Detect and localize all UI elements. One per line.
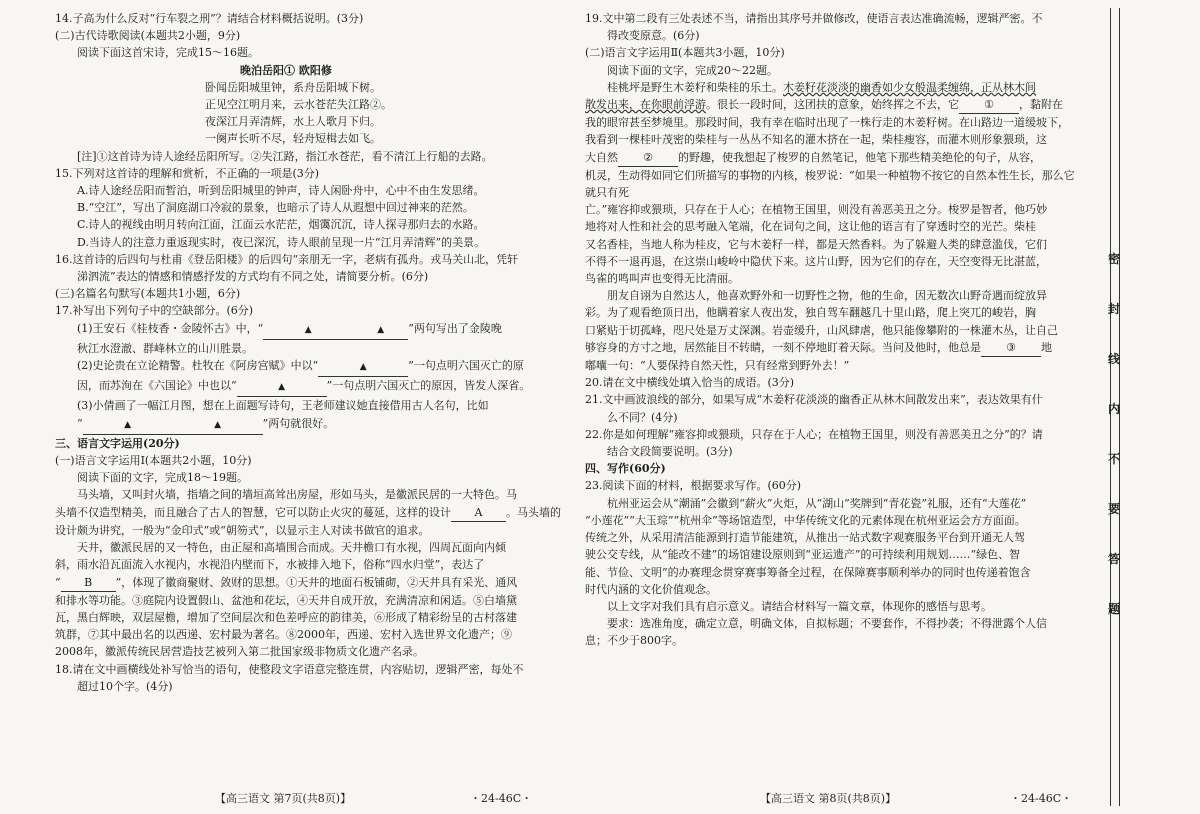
passage-line: 地将对人性和社会的思考融入笔端，化在词句之间，这让他的语言有了穿透时空的光芒。柴桂 <box>585 220 1036 234</box>
material-line: 能、节俭、文明”的办赛理念贯穿赛事筹备全过程，在保障赛事顺利举办的同时也传递着饱含 <box>585 565 1031 579</box>
material-line: 驶公交专线，从“能改不建”的场馆建设原则到“亚运遗产”的可持续利用规划……“绿色、智 <box>585 548 1021 562</box>
section-ancient-poetry: (二)古代诗歌阅读(本题共2小题，9分) <box>55 29 241 43</box>
passage-line: 口紧贴于切孤峰，咫尺处是万丈深渊。岩壶缓升，山风肆虐，他只能像攀附的一株灌木丛，让自己 <box>585 323 1058 337</box>
poem-line: 一阕声长听不尽，轻舟短楫去如飞。 <box>205 132 381 146</box>
question-20: 20.请在文中横线处填入恰当的成语。(3分) <box>585 376 795 390</box>
answer-blank[interactable]: ▲ <box>263 320 353 340</box>
wavy-underline-text: 散发出来，在你眼前浮游 <box>585 98 706 112</box>
right-page <box>585 10 1080 650</box>
passage-line: 瓦，黑白辉映，双层屋檐，增加了空间层次和色差呼应的韵律美，⑥形成了精彩纷呈的古村落建 <box>55 610 517 624</box>
blank-a[interactable]: A <box>451 504 506 522</box>
page-8-code: ・24-46C・ <box>1010 792 1073 805</box>
passage-line: 朋友自诩为自然达人，他喜欢野外和一切野性之物，他的生命，因无数次山野奇遇而绽放异 <box>607 289 1047 303</box>
page-7-code: ・24-46C・ <box>470 792 533 805</box>
passage-line: 桂桃坪是野生木姜籽和柴桂的乐土。木姜籽花淡淡的幽香如少女般温柔缠绵，正从林木间 <box>607 80 1036 94</box>
passage-line: 筑群，⑦其中最出名的以西递、宏村最为著名。⑧2000年，西递、宏村入选世界文化遗产；⑨ <box>55 628 512 642</box>
blank-3[interactable]: ③ <box>981 339 1041 357</box>
reading-intro: 阅读下面的文字，完成18～19题。 <box>77 471 248 485</box>
passage-line: 头墙不仅造型精美，而且融合了古人的智慧，它可以防止火灾的蔓延，这样的设计 A 。马头墙的 <box>55 504 565 522</box>
page-8-footer: 【高三语文 第8页(共8页)】 <box>760 792 897 805</box>
writing-prompt: 以上文字对我们具有启示意义。请结合材料写一篇文章，体现你的感悟与思考。 <box>607 599 992 613</box>
section-dictation: (三)名篇名句默写(本题共1小题，6分) <box>55 287 241 301</box>
question-19: 19.文中第二段有三处表述不当，请指出其序号并做修改，使语言表达准确流畅，逻辑严密。不 <box>585 12 1043 25</box>
question-21: 21.文中画波浪线的部分，如果写成“木姜籽花淡淡的幽香正从林木间散发出来”，表达效果有什 <box>585 393 1043 407</box>
blank-b[interactable]: B <box>61 574 116 592</box>
passage-line: 又名香桂，当地人称为桂皮，它与木姜籽一样，都是天然香料。为了躲避人类的肆意滥伐，它们 <box>585 237 1047 251</box>
question-22-cont: 结合文段简要说明。(3分) <box>607 445 733 459</box>
blank-2[interactable]: ② <box>618 149 678 167</box>
reading-intro: 阅读下面的文字，完成20～22题。 <box>607 63 778 77</box>
answer-blank[interactable]: ▲ <box>173 415 263 435</box>
passage-line: 大自然 ② 的野趣，使我想起了梭罗的自然笔记，他笔下那些精美绝伦的句子，从容， <box>585 149 1080 167</box>
question-17-1: (1)王安石《桂枝香・金陵怀古》中，“ ▲ ▲ ”两句写出了金陵晚 <box>55 320 565 340</box>
passage-line: 2008年，徽派传统民居营造技艺被列入第二批国家级非物质文化遗产名录。 <box>55 645 424 659</box>
wavy-underline-text: 木姜籽花淡淡的幽香如少女般温柔缠绵，正从林木间 <box>783 80 1036 94</box>
q15-option-c: C.诗人的视线由明月转向江面，江面云水茫茫，烟霭沉沉，诗人探寻那归去的水路。 <box>77 218 485 232</box>
passage-line: 天井，徽派民居的又一特色，由正屋和高墙围合而成。天井檐口有水视，四周瓦面向内倾 <box>77 541 506 555</box>
question-17-1-cont: 秋江水澄澈、群峰林立的山川胜景。 <box>77 341 253 355</box>
answer-blank[interactable]: ▲ <box>353 320 408 340</box>
question-16-cont: 涕泗流”表达的情感和情感抒发的方式均有不同之处，请简要分析。(6分) <box>77 270 429 284</box>
material-line: 传统之外，从采用清洁能源到打造节能建筑，从推出一站式数字观赛服务平台到开通无人驾 <box>585 531 1025 545</box>
question-17-2: (2)史论贵在立论精警。杜牧在《阿房宫赋》中以“ ▲ ”一句点明六国灭亡的原 <box>55 357 565 377</box>
answer-blank[interactable]: ▲ <box>318 357 408 377</box>
passage-line: 机灵，生动得如同它们所描写的事物的内核，梭罗说：“如果一种植物不按它的自然本性生长，那么它就只有死 <box>585 168 1075 200</box>
left-page <box>55 10 565 695</box>
passage-line: 设计颇为讲究，一般为“金印式”或“朝笏式”，以显示主人对读书做官的追求。 <box>55 523 430 537</box>
passage-line: 散发出来，在你眼前浮游。很长一段时间，这团扶的意象，始终挥之不去，它 ① ，黏附在 <box>585 96 1080 114</box>
writing-requirements: 要求：选准角度，确定立意，明确文体，自拟标题；不要套作，不得抄袭；不得泄露个人信 <box>607 617 1047 631</box>
answer-blank[interactable]: ▲ <box>237 377 327 397</box>
passage-line: 彩。为了观看绝顶日出，他瞒着家人夜出发，独自驾车翻越几十里山路，爬上突兀的峻岩，胸 <box>585 306 1036 320</box>
page-7-footer: 【高三语文 第7页(共8页)】 <box>215 792 352 805</box>
question-21-cont: 么不同？(4分) <box>607 410 678 424</box>
question-22: 22.你是如何理解“雍容抑或猥琐，只存在于人心；在植物王国里，则没有善恶美丑之分”的？请 <box>585 427 1043 441</box>
passage-line: 斜，雨水沿瓦面流入水视内，水视沿内壁而下，水被排入地下，俗称“四水归堂”，表达了 <box>55 558 485 572</box>
poem-title: 晚泊岳阳① 欧阳修 <box>240 63 332 77</box>
question-17-3: (3)小倩画了一幅江月图，想在上面题写诗句，王老师建议她直接借用古人名句，比如 <box>77 399 489 413</box>
poem-intro: 阅读下面这首宋诗，完成15～16题。 <box>77 46 259 60</box>
part-4-heading: 四、写作(60分) <box>585 462 666 476</box>
question-23: 23.阅读下面的材料，根据要求写作。(60分) <box>585 479 802 493</box>
question-17-2-cont: 因，而苏洵在《六国论》中也以“ ▲ ”一句点明六国灭亡的原因，皆发人深省。 <box>55 377 565 397</box>
writing-requirements-cont: 息；不少于800字。 <box>585 634 683 648</box>
question-18-cont: 超过10个字。(4分) <box>77 679 173 693</box>
passage-line: 不得不一退再退，在这崇山峻岭中隐伏下来。这片山野，因为它们的存在，天空变得无比湛蓝， <box>585 254 1047 268</box>
q15-option-d: D.当诗人的注意力重返现实时，夜已深沉，诗人眼前呈现一片“江月弄清辉”的美景。 <box>77 235 486 249</box>
passage-line: 够容身的方寸之地，居然能目不转睛，一刻不停地盯着天际。当问及他时，他总是 ③ 地 <box>585 339 1080 357</box>
passage-line: 和排水等功能。③庭院内设置假山、盆池和花坛，④天井自成开放，充满清凉和闲适。⑤白墙黛 <box>55 593 517 607</box>
material-line: 时代内涵的文化价值观念。 <box>585 582 717 596</box>
question-16: 16.这首诗的后四句与杜甫《登岳阳楼》的后四句“亲朋无一字，老病有孤舟。戎马关山北，凭轩 <box>55 252 519 266</box>
passage-line: “ B ”，体现了徽商聚财、敛财的思想。①天井的地面石板铺砌，②天井具有采光、通风 <box>55 574 565 592</box>
poem-line: 正见空江明月来，云水苍茫失江路②。 <box>205 98 392 112</box>
subsection-2: (二)语言文字运用Ⅱ(本题共3小题，10分) <box>585 46 785 60</box>
seal-binding-margin: 密 封 线 内 不 要 答 题 <box>1080 0 1200 814</box>
passage-line: 嘟囔一句：“人要保持自然天性，只有经常到野外去！” <box>585 359 850 373</box>
answer-blank[interactable]: ▲ <box>83 415 173 435</box>
material-line: 杭州亚运会从“潮涌”会徽到“薪火”火炬，从“湖山”奖牌到“青花瓷”礼服，还有“大莲花” <box>607 496 1027 510</box>
poem-line: 卧闻岳阳城里钟，系舟岳阳城下树。 <box>205 80 381 94</box>
poem-line: 夜深江月弄清辉，水上人歌月下归。 <box>205 115 381 129</box>
passage-line: 亡。”雍容抑或猥琐，只存在于人心；在植物王国里，则没有善恶美丑之分。梭罗是智者，他巧妙 <box>585 203 1048 217</box>
blank-1[interactable]: ① <box>959 96 1019 114</box>
question-14: 14.子高为什么反对“行车裂之刑”？请结合材料概括说明。(3分) <box>55 12 364 25</box>
passage-line: 我的眼帘甚至梦境里。那段时间，我有幸在临时出现了一株行走的木姜籽树。在山路边一道缓坡下， <box>585 116 1069 130</box>
part-3-heading: 三、语言文字运用(20分) <box>55 436 180 450</box>
q15-option-b: B.“空江”，写出了洞庭湖口冷寂的景象，也暗示了诗人从遐想中回过神来的茫然。 <box>77 201 474 215</box>
material-line: “小莲花”“大玉琮”“杭州伞”等场馆造型，中华传统文化的元素体现在杭州亚运会方方面面。 <box>585 513 1026 527</box>
question-17-3-cont: “ ▲ ▲ ”两句就很好。 <box>55 415 565 435</box>
question-17: 17.补写出下列句子中的空缺部分。(6分) <box>55 304 254 318</box>
subsection-1: (一)语言文字运用Ⅰ(本题共2小题，10分) <box>55 454 252 468</box>
poem-note: [注]①这首诗为诗人途经岳阳所写。②失江路，指江水苍茫，看不清江上行船的去路。 <box>77 149 493 163</box>
passage-line: 我看到一棵桂叶茂密的柴桂与一丛丛不知名的灌木挤在一起，柴桂瘦容，而灌木则形象猥琐，这 <box>585 133 1047 147</box>
question-18: 18.请在文中画横线处补写恰当的语句，使整段文字语意完整连贯，内容贴切，逻辑严密，每处不 <box>55 662 524 676</box>
q15-option-a: A.诗人途经岳阳而暂泊，听到岳阳城里的钟声，诗人闲卧舟中，心中不由生发思绪。 <box>77 184 485 198</box>
question-15: 15.下列对这首诗的理解和赏析，不正确的一项是(3分) <box>55 166 320 180</box>
passage-line: 马头墙，又叫封火墙，指墙之间的墙垣高耸出房屋，形如马头，是徽派民居的一大特色。马 <box>77 488 517 502</box>
question-19-cont: 得改变原意。(6分) <box>607 29 700 43</box>
passage-line: 鸟雀的鸣叫声也变得无比清丽。 <box>585 272 739 286</box>
